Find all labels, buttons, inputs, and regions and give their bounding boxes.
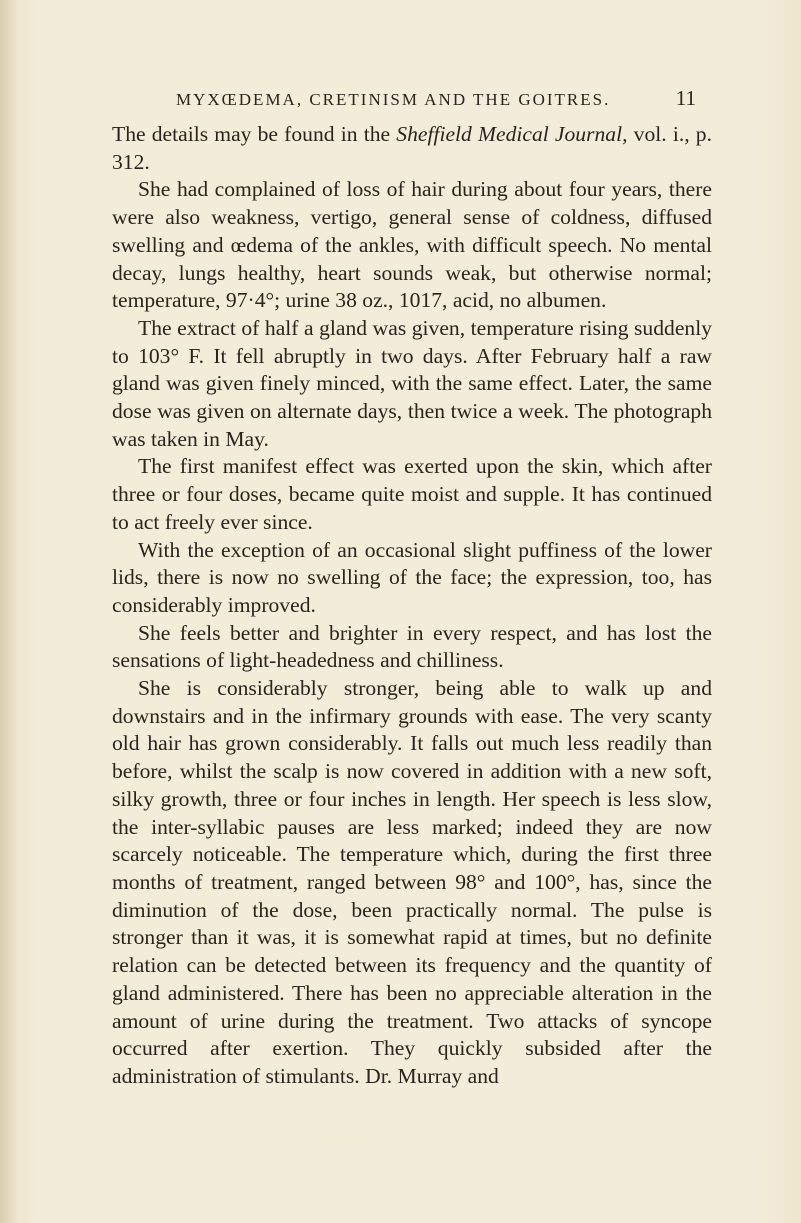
page-header [176,86,696,116]
paragraph: The extract of half a gland was given, temperature rising suddenly to 103° F. It fell abruptly in two days. After February half a raw gland was given finely minced, with the same effect. Later, the same dose was given on alternate days, then twice a week. The photograph was taken in May. [112,315,712,451]
paragraph: With the exception of an occasional slight puffiness of the lower lids, there is now no swelling of the face; the expression, too, has considerably improved. [112,537,712,617]
paragraph-text: vol. i., p. 312. [112,122,712,174]
page-edge-shadow [0,0,18,1223]
running-head: MYXŒDEMA, CRETINISM AND THE GOITRES. [176,90,611,109]
journal-title: Sheffield Medical Journal, [396,122,628,146]
body-text [112,121,712,1091]
paragraph: She is considerably stronger, being able to walk up and downstairs and in the infirmary grounds with ease. The very scanty old hair has grown considerably. It falls out much less readily than before, whilst the scalp is now covered in addition with a new soft, silky growth, three or four inches in length. Her speech is less slow, the inter-syllabic pauses are less marked; indeed they are now scarcely noticeable. The temperature which, during the first three months of treatment, ranged between 98° and 100°, has, since the diminution of the dose, been practically normal. The pulse is stronger than it was, it is somewhat rapid at times, but no definite relation can be detected between its frequency and the quantity of gland administered. There has been no appreciable alteration in the amount of urine during the treatment. Two attacks of syncope occurred after exertion. They quickly subsided after the administration of stimulants. Dr. Murray and [112,676,712,1088]
paragraph-text: The details may be found in the [112,122,397,146]
paragraph [112,121,712,176]
paragraph: She feels better and brighter in every respect, and has lost the sensations of light-headedness and chilliness. [112,620,712,673]
page-number: 11 [675,86,696,110]
paragraph: The first manifest effect was exerted upon the skin, which after three or four doses, became quite moist and supple. It has continued to act freely ever since. [112,454,712,534]
paragraph: She had complained of loss of hair during about four years, there were also weakness, vertigo, general sense of coldness, diffused swelling and œdema of the ankles, with difficult speech. No mental decay, lungs healthy, heart sounds weak, but otherwise normal; temperature, 97·4°; urine 38 oz., 1017, acid, no albumen. [112,177,712,313]
